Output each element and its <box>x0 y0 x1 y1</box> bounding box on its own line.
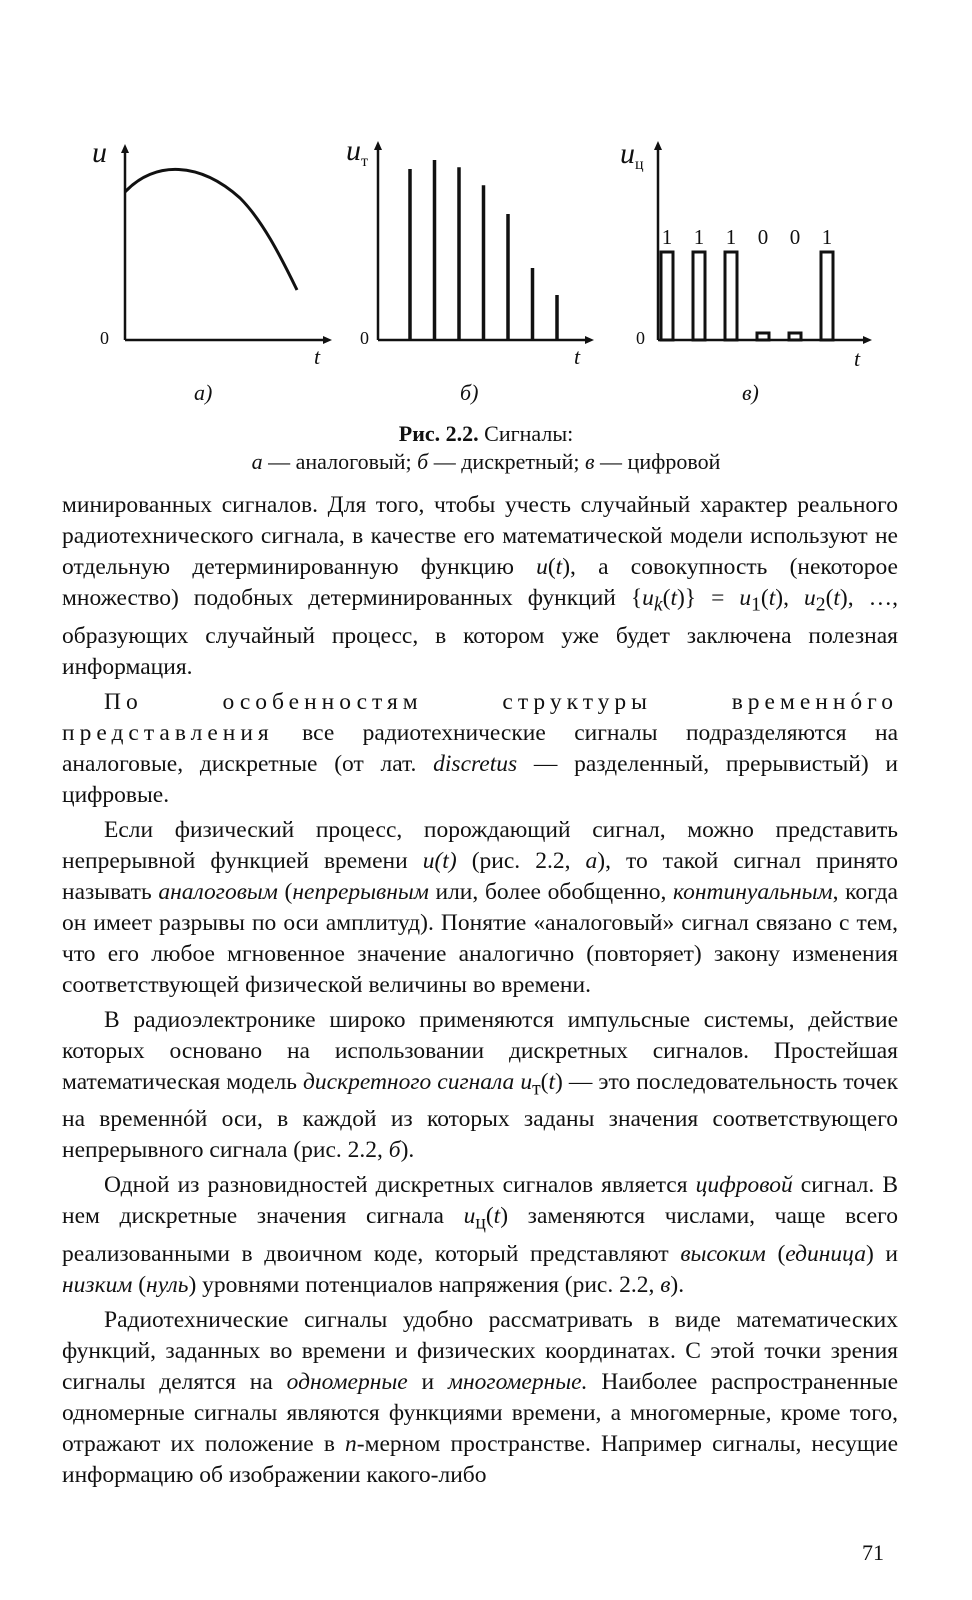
figure-caption <box>0 420 972 476</box>
panel-b-discrete <box>346 134 590 405</box>
p5-term: низким <box>62 1272 133 1299</box>
panel-c-y-sub: ц <box>635 156 644 173</box>
body-text <box>62 490 898 1495</box>
p3-text: или, более обобщенно, <box>428 878 674 905</box>
paragraph-3 <box>62 815 898 1001</box>
p1-text: ), <box>775 585 805 611</box>
panel-c-y-label <box>620 137 644 173</box>
caption-b-letter: б <box>417 449 429 474</box>
p3-var: u(t) <box>422 847 457 874</box>
figure-svg <box>0 0 972 420</box>
digital-pulse <box>661 252 673 340</box>
p3-text: , когда он имеет разрывы по оси амплитуд). Понятие «аналоговый» сигнал связано с тем, что его любое мгновенное значение аналогично (повторяет) закону изменения соответствующей физической величины во времени. <box>62 878 898 998</box>
p1-text: ( <box>825 585 834 611</box>
digital-pulse <box>725 252 737 340</box>
p3-term: непрерывным <box>292 878 429 905</box>
p2-text: все радиотехнические сигналы подразделяются на аналоговые, дискретные (от лат. <box>62 719 898 777</box>
p3-term: континуальным <box>673 878 833 905</box>
p3-text: (рис. 2.2, <box>456 847 586 874</box>
p4-var: б <box>388 1137 401 1164</box>
digital-pulse <box>757 333 769 340</box>
p5-sub: ц <box>475 1213 486 1235</box>
caption-line-1 <box>0 420 972 448</box>
p5-text: сигнал. В нем дискретные значения сигнала <box>62 1172 898 1230</box>
p6-term: одномерные <box>286 1369 408 1396</box>
caption-b-text: — дискретный; <box>428 449 585 474</box>
p2-latin: discretus <box>433 750 518 777</box>
p5-var: u <box>463 1203 476 1230</box>
p1-var: t <box>670 585 677 611</box>
p1-text: ( <box>760 585 769 611</box>
panel-b-y-sub: т <box>361 153 368 170</box>
p2-spaced-heading: По особенностям структуры временнóго представления <box>62 688 898 746</box>
digital-bit-label: 1 <box>693 225 705 249</box>
p5-text: ) уровнями потенциалов напряжения (рис. 2.2, <box>188 1272 661 1299</box>
panel-b-y-main: u <box>346 134 361 167</box>
caption-number: Рис. 2.2. <box>398 421 479 446</box>
p1-text: ( <box>662 585 671 611</box>
p5-text: ( <box>132 1272 147 1299</box>
p1-text: ( <box>547 554 556 580</box>
panel-b-y-label <box>346 134 368 170</box>
p2-text: — разделенный, прерывистый) и цифровые. <box>62 750 898 808</box>
panel-c-digital <box>620 137 868 405</box>
p3-text: ( <box>277 878 293 905</box>
p1-var: t <box>833 585 840 611</box>
p5-term: цифровой <box>695 1172 793 1199</box>
paragraph-2 <box>62 687 898 811</box>
panel-a-origin: 0 <box>100 328 109 348</box>
p1-sub <box>654 595 663 616</box>
p1-var: u <box>739 585 752 611</box>
panel-c-origin: 0 <box>636 328 645 348</box>
caption-line-2 <box>0 448 972 476</box>
paragraph-4 <box>62 1005 898 1167</box>
p4-text: ( <box>540 1068 549 1095</box>
panel-a-x-label: t <box>314 344 321 369</box>
caption-a-text: — аналоговый; <box>262 449 418 474</box>
p4-text: ). <box>400 1137 415 1164</box>
p5-term: единица <box>785 1241 866 1268</box>
caption-a-letter: а <box>251 449 263 474</box>
p5-text: ). <box>670 1272 685 1299</box>
page-number: 71 <box>862 1540 884 1565</box>
digital-bit-label: 1 <box>821 225 833 249</box>
p3-text: Если физический процесс, порождающий сигнал, можно представить непрерывной функцией времени <box>62 816 898 874</box>
paragraph-5 <box>62 1170 898 1301</box>
p3-var: а <box>585 847 598 874</box>
p1-sub-var: k <box>653 594 663 616</box>
p5-term: нуль <box>146 1272 189 1299</box>
caption-c-text: — цифровой <box>594 449 721 474</box>
panel-c-y-main: u <box>620 137 635 170</box>
p1-text: минированных сигналов. Для того, чтобы учесть случайный характер реального радиотехнического сигнала, в качестве его математической модели используют не отдельную детерминированную функцию <box>62 492 898 580</box>
p6-text: Наиболее распространенные одномерные сигналы являются функциями времени, а многомерные, кроме того, отражают их положение в <box>62 1369 898 1458</box>
p5-text: ( <box>765 1241 786 1268</box>
p1-var: u <box>536 554 548 580</box>
paragraph-1 <box>62 490 898 683</box>
paragraph-6 <box>62 1305 898 1491</box>
caption-c-letter: в <box>584 449 595 474</box>
caption-title: Сигналы: <box>484 421 574 446</box>
digital-pulse <box>821 252 833 340</box>
p5-text: ( <box>485 1203 494 1230</box>
p5-var: в <box>660 1272 671 1299</box>
p6-var: n <box>345 1431 357 1458</box>
figure-signals <box>0 0 972 420</box>
digital-bit-label: 1 <box>725 225 737 249</box>
p3-term: аналоговым <box>158 878 278 905</box>
p5-var: t <box>493 1203 501 1230</box>
digital-bit-label: 0 <box>789 225 801 249</box>
p4-var: t <box>548 1068 556 1095</box>
p5-text: Одной из разновидностей дискретных сигналов является <box>104 1172 696 1199</box>
p4-var: u <box>520 1068 533 1095</box>
p1-text: ), а совокупность (некоторое множество) подобных детерминированных функций { <box>62 554 898 611</box>
digital-bit-label: 0 <box>757 225 769 249</box>
p1-var: u <box>642 585 654 611</box>
p1-var: t <box>768 585 776 611</box>
p1-sub: 1 <box>751 594 761 616</box>
p6-term: многомерные. <box>448 1369 588 1396</box>
p4-text: ) — это последовательность точек на временнóй оси, в каждой из которых заданы значения соответствующего непрерывного сигнала (рис. 2.2, <box>62 1068 898 1164</box>
digital-pulse <box>789 333 801 340</box>
p6-text: и <box>407 1369 448 1396</box>
panel-c-x-label: t <box>854 346 861 371</box>
p1-var: t <box>555 554 563 580</box>
p5-text: ) заменяются числами, чаще всего реализованными в двоичном коде, который представляют <box>62 1203 898 1268</box>
digital-bit-label: 1 <box>661 225 673 249</box>
p1-var: u <box>804 585 816 611</box>
p3-text: ), то такой сигнал принято называть <box>62 847 899 905</box>
digital-pulse <box>693 252 705 340</box>
p1-text: )} = <box>676 585 740 611</box>
panel-c-label: в) <box>742 380 759 405</box>
p4-term: дискретного сигнала <box>303 1068 515 1095</box>
panel-b-label: б) <box>460 380 479 405</box>
p4-sub: т <box>532 1078 541 1100</box>
panel-b-origin: 0 <box>360 328 369 348</box>
p5-term: высоким <box>680 1241 766 1268</box>
panel-a-analog <box>92 136 328 405</box>
p6-text: -мерном пространстве. Например сигналы, несущие информацию об изображении какого-либо <box>62 1431 898 1489</box>
p4-text: В радиоэлектронике широко применяются импульсные системы, действие которых основано на использовании дискретных сигналов. Простейшая математическая модель <box>62 1006 898 1095</box>
panel-a-y-label: u <box>92 136 107 169</box>
p1-sub: 2 <box>815 594 826 616</box>
p5-text: ) и <box>865 1241 898 1268</box>
panel-b-x-label: t <box>574 344 581 369</box>
analog-signal-curve <box>125 169 297 290</box>
p1-text: ), …, образующих случайный процесс, в котором уже будет заключена полезная информация. <box>62 585 899 680</box>
panel-a-label: а) <box>194 380 213 405</box>
p6-text: Радиотехнические сигналы удобно рассматривать в виде математических функций, заданных во времени и физических координатах. С этой точки зрения сигналы делятся на <box>62 1307 898 1396</box>
